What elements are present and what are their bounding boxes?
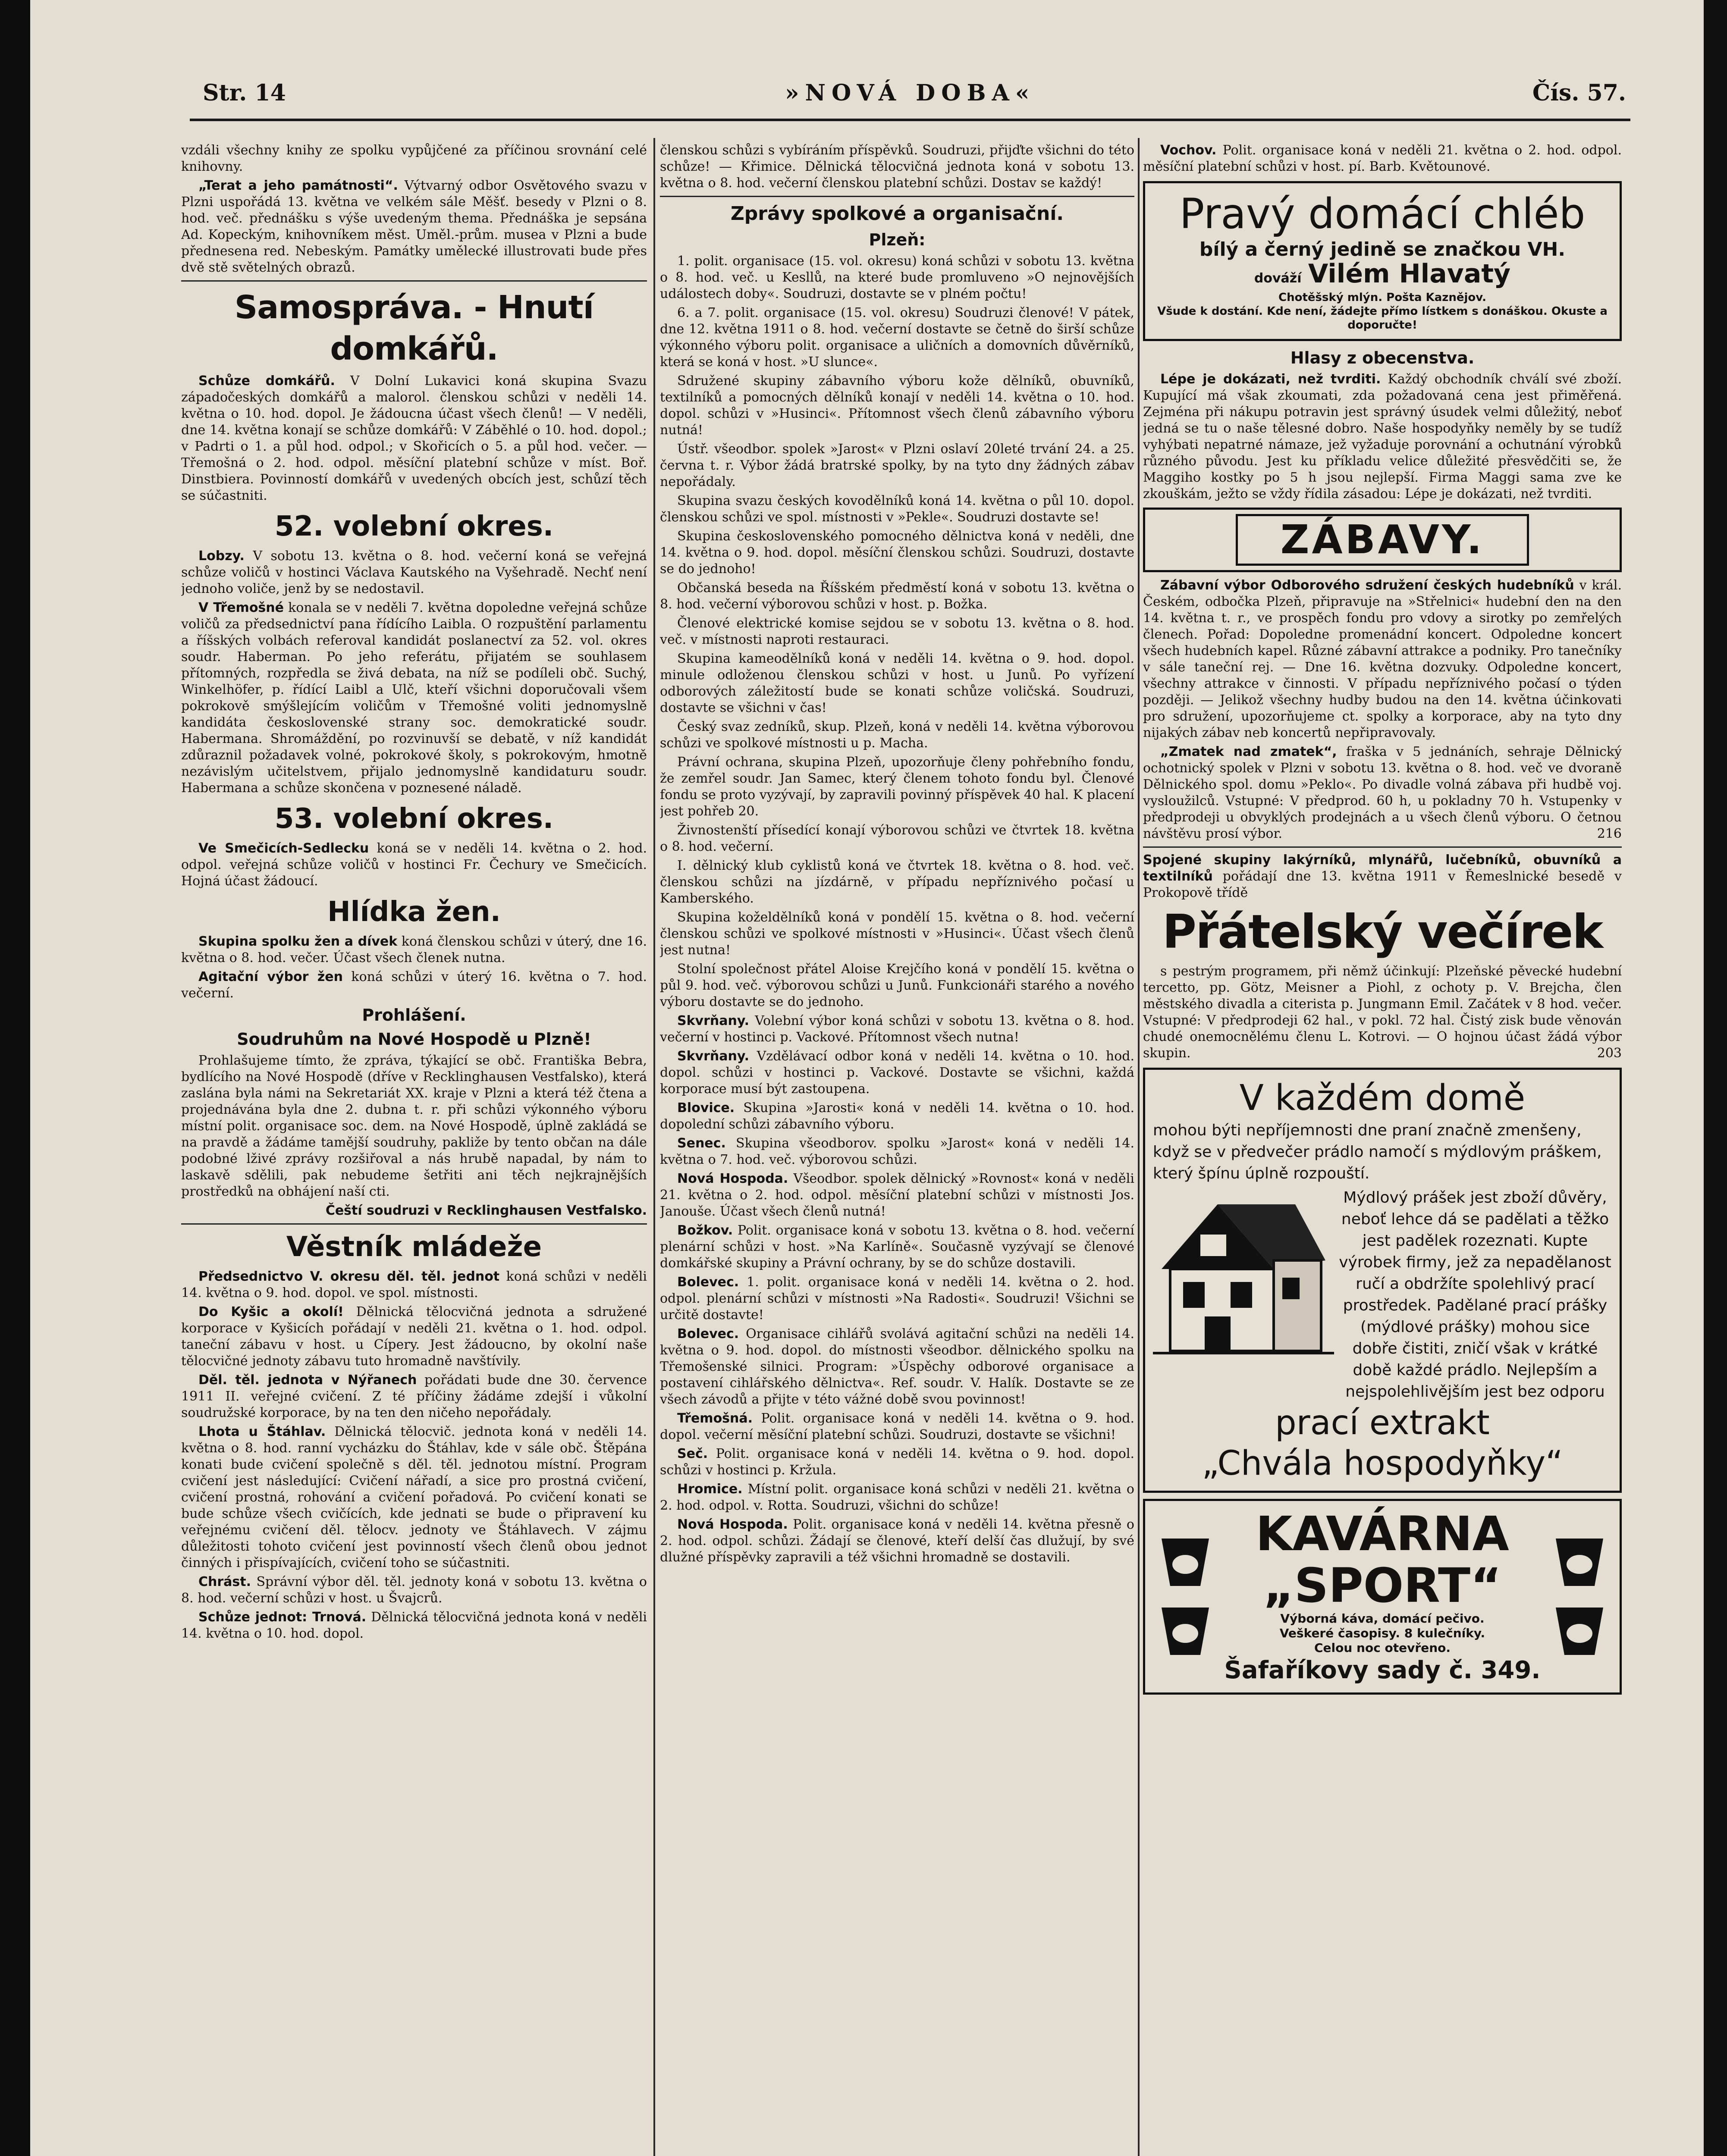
article-keyword: Spojené skupiny lakýrníků, mlynářů, lučebníků, obuvníků a textilníků: [1143, 852, 1622, 884]
article-keyword: Ve Smečicích-Sedlecku: [198, 841, 369, 856]
ad-title: V každém domě: [1239, 1078, 1526, 1119]
article-keyword: Senec.: [677, 1136, 726, 1151]
article-keyword: Nová Hospoda.: [677, 1171, 788, 1186]
article-text: [1143, 744, 1622, 842]
article-keyword: Schůze domkářů.: [198, 373, 335, 389]
article-text: Skupina koželdělníků koná v pondělí 15. května o 8. hod. večerní členskou schůzi ve spolkové místnosti v »Husinci«. Účast všech členů jest nutna!: [660, 910, 1134, 958]
article-text: [181, 1574, 647, 1607]
section-heading: Zprávy spolkové a organisační.: [730, 203, 1064, 225]
ad-number: 216: [1597, 826, 1622, 841]
ad-small: Výborná káva, domácí pečivo.: [1280, 1611, 1485, 1626]
article-keyword: Nová Hospoda.: [677, 1517, 788, 1532]
article-text: [660, 1517, 1134, 1566]
cafe-advertisement: [1143, 1499, 1622, 1695]
evening-heading: Přátelský večírek: [1162, 905, 1603, 959]
article-body: Vzdělávací odbor koná v neděli 14. května o 10. hod. dopol. schůzi v hostinci p. Vackové. Dostavte se všichni, každá korporace musí být zastoupena.: [660, 1049, 1134, 1097]
article-keyword: Děl. těl. jednota v Nýřanech: [198, 1373, 417, 1388]
ad-small: Veškeré časopisy. 8 kulečníky.: [1279, 1626, 1485, 1640]
ad-brand: prací extrakt: [1275, 1404, 1490, 1442]
article-text: [181, 1609, 647, 1642]
article-text: I. dělnický klub cyklistů koná ve čtvrtek 18. května o 8. hod. več. členskou schůzi na jízdárně, v případu nepříznivého počasí u Kamberského.: [660, 858, 1134, 906]
article-keyword: Předsednictvo V. okresu děl. těl. jednot: [198, 1269, 500, 1284]
article-text: Skupina československého pomocného dělnictva koná v neděli, dne 14. května o 9. hod. dopol. měsíční členskou schůzi. Soudruzi, dostavte se do jednoho!: [660, 529, 1134, 577]
ad-line: bílý a černý jedině se značkou VH.: [1199, 238, 1566, 260]
article-body: Místní polit. organisace koná schůzi v neděli 21. května o 2. hod. odpol. v. Rotta. Soudruzi, všichni do schůze!: [660, 1482, 1134, 1513]
article-body: Polit. organisace koná v neděli 14. května o 9. hod. dopol. večerní měsíční platební schůzi. Soudruzi, dostavte se všichni!: [660, 1411, 1134, 1442]
article-keyword: „Terat a jeho památnosti“.: [198, 178, 398, 193]
article-text: [1143, 577, 1622, 741]
zabavy-heading: ZÁBAVY.: [1280, 517, 1485, 563]
article-text: [181, 840, 647, 890]
article-body: Správní výbor děl. těl. jednoty koná v sobotu 13. května o 8. hod. večerní schůzi v host. u Švajcrů.: [181, 1574, 647, 1606]
washing-powder-advertisement: [1143, 1068, 1622, 1493]
article-text: Sdružené skupiny zábavního výboru kože dělníků, obuvníků, textilníků a pomocných dělníků konají v neděli 14. května o 10. hod. dopol. schůzi v »Husinci«. Přítomnost všech členů zábavního výboru nutná!: [660, 373, 1134, 438]
subheading: Plzeň:: [869, 230, 926, 249]
article-text: [181, 178, 647, 276]
article-body: Všeodbor. spolek dělnický »Rovnost« koná v neděli 21. května o 2. hod. odpol. měsíční platební schůzi v místnosti Jos. Janouše. Účast všech členů nutná!: [660, 1171, 1134, 1219]
article-keyword: V Třemošné: [198, 600, 284, 615]
ad-text: mohou býti nepříjemnosti dne praní značně zmenšeny, když se v předvečer prádlo namočí s mýdlovým práškem, který špínu úplně rozpouští.: [1153, 1122, 1602, 1182]
column-left: [181, 142, 647, 1645]
article-body: Skupina »Jarosti« koná v neděli 14. května o 10. hod. dopolední schůzi zábavního výboru.: [660, 1100, 1134, 1132]
header-rule: [190, 119, 1630, 121]
separator: [181, 280, 647, 282]
article-body: Polit. organisace koná v neděli 14. května přesně o 2. hod. odpol. schůzi. Žádají se členové, kteří delší čas dlužují, by své dlužné příspěvky zapravili a též všichni hromadně se dostavili.: [660, 1517, 1134, 1565]
ad-brand: „Chvála hospodyňky“: [1202, 1444, 1563, 1483]
article-body: pořádati bude dne 30. července 1911 II. veřejné cvičení. Z té příčiny žádáme zdejší i vůkolní soudružské korporace, by na ten den ničeho nepořádaly.: [181, 1373, 647, 1420]
ad-illustrated-row: [1153, 1187, 1612, 1403]
article-text: [660, 1274, 1134, 1323]
scan-border-left: [0, 0, 30, 2156]
article-body: Organisace cihlářů svolává agitační schůzi na neděli 14. května o 9. hod. dopol. do místnosti všeodbor. dělnického spolku na Třemošenské silnici. Program: »Úspěchy odborové organisace a postavení cihlářského dělnictva«. Ref. soudr. V. Halík. Dostavte se ze všech závodů a přijte v této vážné době svou povinnost!: [660, 1326, 1134, 1407]
section-heading: Věstník mládeže: [286, 1231, 542, 1263]
cafe-ad-center: [1218, 1508, 1547, 1686]
article-keyword: Schůze jednot: Trnová.: [198, 1610, 367, 1625]
signature: Čeští soudruzi v Recklinghausen Vestfalsko.: [325, 1203, 647, 1218]
ad-text: Mýdlový prášek jest zboží důvěry, neboť lehce dá se padělati a těžko jest padělek rozeznati. Kupte výrobek firmy, jež za nepadělanost ručí a obdržíte spolehlivý prací prostředek. Padělané prací prášky (mýdlové prášky) mohou sice dobře čistiti, zničí však v krátké době každé prádlo. Nejlepším a nejspolehlivějším jest bez odporu: [1339, 1189, 1611, 1401]
article-text: [181, 373, 647, 504]
article-body: Skupina všeodborov. spolku »Jarost« koná v neděli 14. května o 7. hod. več. výborovou schůzi.: [660, 1136, 1134, 1167]
article-keyword: Vochov.: [1160, 143, 1217, 158]
ad-title: „SPORT“: [1263, 1558, 1502, 1613]
zabavy-inner: [1236, 514, 1529, 566]
article-text: [660, 1446, 1134, 1479]
article-text: [660, 1222, 1134, 1272]
article-body: v král. Českém, odbočka Plzeň, připravuje na »Střelnici« hudební den na den 14. května t. r., ve prospěch fondu pro vdovy a sirotky po zemřelých členech. Pořad: Dopoledne promenádní koncert. Odpoledne koncert všech hudebních kapel. Různé zábavní attrakce a podniky. Pro tanečníky v sále taneční rej. — Dne 16. května dozvuky. Odpoledne koncert, všechny attrakce v činnosti. V případu nepříznivého počasí o týden později. — Jelikož všechny hudby budou na den 14. května účinkovati pro sdružení, upozorňujeme ct. spolky a korporace, aby na tyto dny nijakých zábav neb koncertů nepřipravovaly.: [1143, 578, 1622, 740]
article-body: s pestrým programem, při němž účinkují: Plzeňské pěvecké hudební tercetto, pp. Götz, Meisner a Piohl, z ochoty p. V. Brejcha, člen městského divadla a citerista p. Jungmann Emil. Začátek v 8 hod. večer. Vstupné: V předprodeji 62 hal., v pokl. 72 hal. Čistý zisk bude věnován chudé onemocnělému členu L. Kotrovi. — O hojnou účast žádá výbor skupin.: [1143, 964, 1622, 1061]
newspaper-title: »NOVÁ DOBA«: [785, 80, 1036, 106]
article-text: [660, 1135, 1134, 1168]
article-text: [181, 600, 647, 796]
article-keyword: Lépe je dokázati, než tvrditi.: [1160, 372, 1381, 387]
article-body: konala se v neděli 7. května dopoledne veřejná schůze voličů za předsednictví pana řídícího Laibla. O rozpuštění parlamentu a říšských volbách referoval kandidát poslanectví za 52. vol. okres soudr. Haberman. Po jeho referátu, přijatém se souhlasem přítomných, rozpředla se živá debata, na níž se podíleli obč. Suchý, Winkelhöfer, p. řídící Laibl a Ulč, kteří všichni doporučovali všem pokrokově smýšlejícím voličům v Třemošné voliti jednomyslně kandidáta československé strany soc. demokratické soudr. Habermana. Shromáždění, po rozvinuvší se debatě, v níž kandidát zdůraznil požadavek volné, pokrokové školy, s pokrokovým, hmotně nezávislým učitelstvem, přijalo jednomyslně kandidaturu soudr. Habermana a schůze skončena v poznesené náladě.: [181, 600, 647, 796]
article-keyword: Lobzy.: [198, 548, 245, 564]
article-keyword: Skvrňany.: [677, 1013, 750, 1028]
separator: [1143, 846, 1622, 848]
article-keyword: Seč.: [677, 1446, 708, 1461]
article-text: 1. polit. organisace (15. vol. okresu) koná schůzi v sobotu 13. května o 8. hod. več. u Kesllů, na které bude promluveno »O nejnovějších událostech doby«. Soudruzi, dostavte se v plném počtu!: [660, 254, 1134, 301]
section-heading: Samospráva. - Hnutí domkářů.: [234, 289, 594, 367]
article-body: Dělnická tělocvičná jednota koná v neděli 14. května o 10. hod. dopol.: [181, 1610, 647, 1641]
separator: [181, 1223, 647, 1225]
article-text: [1143, 371, 1622, 502]
article-keyword: Bolevec.: [677, 1326, 739, 1341]
section-heading: 53. volební okres.: [274, 803, 554, 835]
article-keyword: Božkov.: [677, 1223, 733, 1238]
article-text: Prohlašujeme tímto, že zpráva, týkající se obč. Františka Bebra, bydlícího na Nové Hospodě (dříve v Recklinghausen Vestfalsko), která zaslána byla námi na Sekretariát XX. kraje v Plzni a která též čtena a projednávána byla dne 2. dubna t. r. při schůzi výkonného výboru místní polit. organisace soc. dem. na Nové Hospodě, úplně zakládá se na pravdě a žádáme tamější soudruhy, pakliže by tento občan na dále podobné lživé zprávy rozšiřoval a nás hrubě napadal, by nám to laskavě sdělili, pak nebudeme šetřiti ani těch nejkrajnějších prostředků na obhájení naší cti.: [181, 1053, 647, 1199]
article-text: [181, 1269, 647, 1301]
subheading: Soudruhům na Nové Hospodě u Plzně!: [237, 1030, 591, 1049]
article-text: [1143, 142, 1622, 175]
article-keyword: Skupina spolku žen a dívek: [198, 934, 398, 949]
separator: [660, 196, 1134, 197]
article-keyword: Blovice.: [677, 1100, 735, 1116]
ad-small: Chotěšský mlýn. Pošta Kaznějov.: [1278, 291, 1486, 304]
article-text: [181, 1372, 647, 1421]
article-keyword: Zábavní výbor Odborového sdružení českých hudebníků: [1160, 578, 1574, 593]
scan-border-right: [1704, 0, 1727, 2156]
article-body: 1. polit. organisace koná v neděli 14. května o 2. hod. odpol. plenární schůzi v místnosti »Na Radosti«. Soudruzi! Všichni se určitě dostavte!: [660, 1275, 1134, 1322]
article-keyword: „Zmatek nad zmatek“,: [1160, 744, 1337, 759]
ad-vendor: Vilém Hlavatý: [1308, 259, 1511, 289]
article-keyword: Chrást.: [198, 1574, 251, 1589]
cafe-ad-row: [1153, 1508, 1612, 1686]
article-text: Skupina kameodělníků koná v neděli 14. května o 9. hod. dopol. minule odloženou členskou schůzi v host. u Junů. Po vyřízení odborových záležitostí bude se konati schůze voličská. Soudruzi, dostavte se všichni v čas!: [660, 651, 1134, 715]
bread-advertisement: [1143, 181, 1622, 341]
article-text: Skupina svazu českých kovodělníků koná 14. května o půl 10. dopol. členskou schůzi ve spol. místnosti v »Pekle«. Soudruzi dostavte se!: [660, 493, 1134, 525]
article-body: Dělnická tělocvičná jednota a sdružené korporace v Kyšicích pořádají v neděli 21. května o 1. hod. odpol. taneční zábavu v host. u Cípery. Jest žádoucno, by okolní naše tělocvičné jednoty zábavu tuto hromadně navštívily.: [181, 1304, 647, 1369]
article-text: [660, 1326, 1134, 1408]
article-text: [1143, 963, 1622, 1062]
ad-title: KAVÁRNA: [1256, 1506, 1509, 1561]
article-body: Polit. organisace koná v sobotu 13. května o 8. hod. večerní plenární schůzi v host. »Na Karlíně«. Současně vyzývají se členové domkářské skupiny a Právní ochrany, by se do schůze dostavili.: [660, 1223, 1134, 1271]
cup-icon: [1153, 1526, 1218, 1668]
article-text: [660, 1410, 1134, 1443]
article-text: Právní ochrana, skupina Plzeň, upozorňuje členy pohřebního fondu, že zemřel soudr. Jan Samec, který členem tohoto fondu byl. Členové fondu se proto vyzývají, by zapravili povinný příspěvek 40 hal. K placení jest pohřeb 20.: [660, 755, 1134, 819]
article-body: koná se v neděli 14. května o 2. hod. odpol. veřejná schůze voličů v hostinci Fr. Čechury ve Smečicích. Hojná účast žádoucí.: [181, 841, 647, 889]
ad-small: Celou noc otevřeno.: [1314, 1641, 1451, 1655]
article-body: koná schůzi v úterý 16. května o 7. hod. večerní.: [181, 969, 647, 1001]
article-keyword: Třemošná.: [677, 1411, 753, 1426]
ad-prefix: dováží: [1254, 271, 1302, 286]
article-text: [181, 548, 647, 597]
article-text: [660, 1100, 1134, 1133]
ad-small: Všude k dostání. Kde není, žádejte přímo lístkem s donáškou. Okuste a doporučte!: [1157, 305, 1608, 332]
article-text: Živnostenští přísedící konají výborovou schůzi ve čtvrtek 18. května o 8. hod. večerní.: [660, 823, 1134, 854]
article-text: [181, 934, 647, 966]
article-text: [181, 969, 647, 1002]
article-text: [660, 1481, 1134, 1514]
column-divider: [1138, 138, 1140, 2156]
ad-number: 203: [1597, 1046, 1622, 1061]
section-heading: 52. volební okres.: [274, 511, 554, 542]
ad-line: [1153, 259, 1612, 291]
article-body: Výtvarný odbor Osvětového svazu v Plzni uspořádá 13. května ve velkém sále Měšť. besedy v Plzni o 8. hod. več. přednášku s výše uvedeným thema. Přednáška je sepsána Ad. Kopeckým, knihovníkem měst. Uměl.-prům. musea v Plzni a bude přednesena red. Nebeským. Památky umělecké illustrovati bude přes dvě stě světelných obrazů.: [181, 178, 647, 275]
article-text: [1143, 852, 1622, 901]
article-body: koná schůzi v neděli 14. května o 9. hod. dopol. ve spol. místnosti.: [181, 1269, 647, 1300]
article-body: Každý obchodník chválí své zboží. Kupující má však zkoumati, zda požadovaná cena jest přiměřená. Zejména při nákupu potravin jest správný úsudek velmi důležitý, neboť jedná se tu o naše tělesné dobro. Naše hospodyňky neměly by se tudíž vyhýbati nepatrné námaze, jež vyžaduje porovnání a ochutnání výrobků různého původu. Jest ku příkladu velice důležité přesvědčiti se, že Maggiho kostky po 5 h jsou nejlepší. Firma Maggi sama zve ke zkouškám, ježto se vždy řídila zásadou: Lépe je dokázati, než tvrditi.: [1143, 372, 1622, 501]
column-divider: [653, 138, 655, 2156]
ad-address: Šafaříkovy sady č. 349.: [1224, 1656, 1541, 1684]
section-heading: Hlídka žen.: [327, 896, 501, 928]
article-keyword: Skvrňany.: [677, 1049, 750, 1064]
article-body: koná členskou schůzi v úterý, dne 16. května o 8. hod. večer. Účast všech členek nutna.: [181, 934, 647, 965]
article-keyword: Agitační výbor žen: [198, 969, 343, 984]
article-text: Stolní společnost přátel Aloise Krejčího koná v pondělí 15. května o půl 9. hod. več. výborovou schůzi u Junů. Funkcionáři starého a nového výboru dostavte se do jednoho.: [660, 962, 1134, 1009]
article-text: Český svaz zedníků, skup. Plzeň, koná v neděli 14. května výborovou schůzi ve spolkové místnosti u p. Macha.: [660, 719, 1134, 751]
section-heading: Prohlášení.: [362, 1006, 466, 1025]
column-right: [1143, 142, 1622, 1701]
ad-title: Pravý domácí chléb: [1179, 190, 1586, 238]
article-body: V Dolní Lukavici koná skupina Svazu západočeských domkářů a malorol. členskou schůzi v neděli 14. května o 10. hod. dopol. Je žádoucna účast všech členů! — V neděli, dne 14. května konají se schůze domkářů: V Záběhlé o 10. hod. dopol.; v Padrti o 1. a půl hod. odpol.; v Skořicích o 5. a půl hod. večer. — Třemošná o 2. hod. odpol. měsíční platební schůze v míst. Boř. Dinstbiera. Povinností domkářů v uvedených obcích jest, schůzí těch se súčastniti.: [181, 373, 647, 503]
article-text: [660, 1171, 1134, 1220]
article-text: Ústř. všeodbor. spolek »Jarost« v Plzni oslaví 20leté trvání 24. a 25. června t. r. Výbor žádá bratrské spolky, by na tyto dny žádných zábav nepořádaly.: [660, 442, 1134, 489]
article-text: členskou schůzi s vybíráním příspěvků. Soudruzi, přijďte všichni do této schůze! — Křimice. Dělnická tělocvičná jednota koná v sobotu 13. května o 8. hod. večerní členskou platební schůzi. Dostav se každý!: [660, 143, 1134, 191]
article-text: vzdáli všechny knihy ze spolku vypůjčené za příčinou srovnání celé knihovny.: [181, 143, 647, 174]
article-body: Polit. organisace koná v neděli 14. května o 9. hod. dopol. schůzi v hostinci p. Kržula.: [660, 1446, 1134, 1478]
section-heading: Hlasy z obecenstva.: [1290, 348, 1475, 367]
article-body: Dělnická tělocvič. jednota koná v neděli 14. května o 8. hod. ranní vycházku do Štáhlav, kde v sále obč. Štěpána konati bude cvičení společně s děl. těl. jednotou místní. Program cvičení jest následující: Cvičení nářadí, a sice pro prostná cvičení, cvičení prostná, rohování a cvičení pořadová. Po cvičení konati se bude schůze všech cvičících, kde jednati se bude o připravení ku veřejnému cvičení děl. tělocv. jednoty ve Štáhlavech. V zájmu důležitosti tohoto cvičení jest povinností všech členů obou jednot činných i přispívajících, cvičení toho se súčastniti.: [181, 1424, 647, 1570]
article-text: 6. a 7. polit. organisace (15. vol. okresu) Soudruzi členové! V pátek, dne 12. května 1911 o 8. hod. večerní dostavte se četně do širší schůze výkonného výboru polit. organisace a uličních a domovních důvěrníků, která se koná v host. »U slunce«.: [660, 305, 1134, 370]
page-header: [203, 80, 1626, 114]
issue-number: Čís. 57.: [1532, 80, 1626, 106]
article-keyword: Hromice.: [677, 1482, 743, 1497]
article-keyword: Lhota u Štáhlav.: [198, 1424, 326, 1439]
article-text: [660, 1048, 1134, 1097]
zabavy-banner: [1143, 508, 1622, 572]
cup-icon: [1547, 1526, 1612, 1668]
article-keyword: Do Kyšic a okolí!: [198, 1304, 344, 1319]
article-text: [660, 1013, 1134, 1046]
article-text: Členové elektrické komise sejdou se v sobotu 13. května o 8. hod. več. v místnosti naproti restauraci.: [660, 616, 1134, 647]
article-text: Občanská beseda na Říšském předměstí koná v sobotu 13. května o 8. hod. večerní výborovou schůzi v host. p. Božka.: [660, 580, 1134, 612]
article-keyword: Bolevec.: [677, 1275, 739, 1290]
page-number: Str. 14: [203, 80, 286, 106]
article-body: Polit. organisace koná v neděli 21. května o 2. hod. odpol. měsíční platební schůzi v host. pí. Barb. Květounové.: [1143, 143, 1622, 174]
article-text: [181, 1304, 647, 1369]
article-body: pořádají dne 13. května 1911 v Řemeslnické besedě v Prokopově třídě: [1143, 869, 1622, 900]
article-text: [181, 1424, 647, 1571]
article-body: V sobotu 13. května o 8. hod. večerní koná se veřejná schůze voličů v hostinci Václava Kautského na Vyšehradě. Nechť není jednoho voliče, jenž by se nedostavil.: [181, 548, 647, 596]
column-middle: [660, 142, 1134, 1568]
article-body: Volební výbor koná schůzi v sobotu 13. května o 8. hod. večerní v hostinci p. Vackové. Přítomnost všech nutna!: [660, 1013, 1134, 1045]
house-illustration-icon: [1153, 1187, 1334, 1360]
article-body: fraška v 5 jednáních, sehraje Dělnický ochotnický spolek v Plzni v sobotu 13. května o 8. hod. več ve dvoraně Dělnického spol. domu »Peklo«. Po divadle volná zábava při hudbě voj. vysloužilců. Vstupné: V předprod. 60 h, u pokladny 70 h. Vstupenky v předprodeji u obvyklých prodejnách a u všech členů výboru. O četnou návštěvu prosí výbor.: [1143, 744, 1622, 841]
